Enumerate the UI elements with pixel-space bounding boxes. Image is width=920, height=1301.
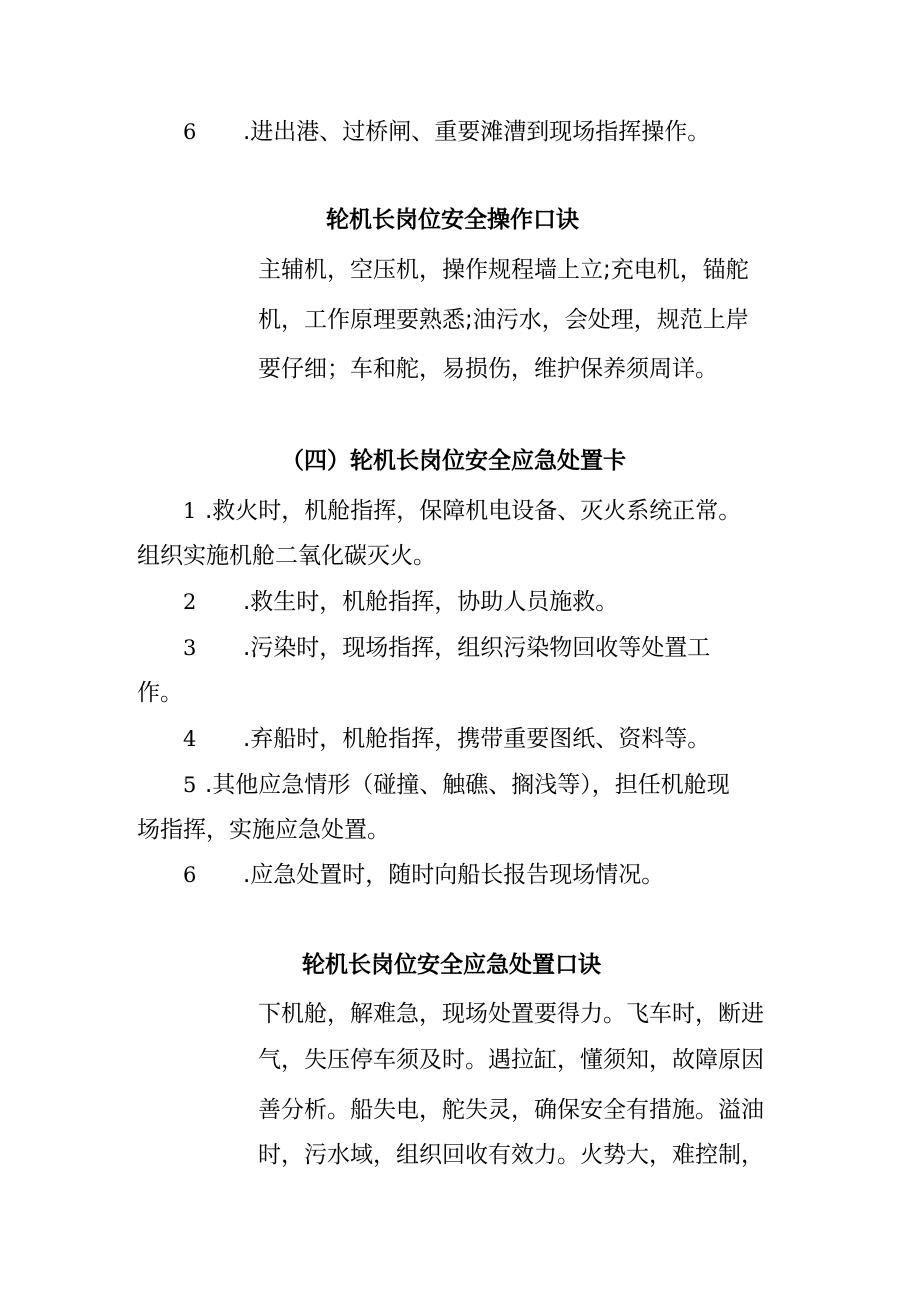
item-text: .应急处置时，随时向船长报告现场情况。 [243, 862, 665, 888]
item-text-continued: 场指挥，实施应急处置。 [137, 817, 390, 843]
item-number: 1 [183, 499, 197, 523]
item-number: 6 [183, 120, 197, 144]
item-number: 6 [183, 863, 197, 887]
section-title-emergency-card: （四）轮机长岗位安全应急处置卡 [281, 448, 626, 474]
rhyme-line: 善分析。船失电，舵失灵，确保安全有措施。溢油 [258, 1097, 764, 1123]
rhyme-line: 要仔细；车和舵，易损伤，维护保养须周详。 [258, 356, 718, 382]
rhyme-line: 主辅机，空压机，操作规程墙上立;充电机，锚舵 [258, 257, 749, 283]
item-text: .其他应急情形（碰撞、触礁、搁浅等），担任机舱现 [205, 772, 730, 798]
item-text: .污染时，现场指挥，组织污染物回收等处置工 [243, 635, 711, 661]
rhyme-line: 时，污水域，组织回收有效力。火势大，难控制， [258, 1142, 764, 1168]
section-title-emergency-rhyme: 轮机长岗位安全应急处置口诀 [302, 952, 601, 978]
rhyme-line: 机，工作原理要熟悉;油污水，会处理，规范上岸 [258, 307, 749, 333]
section-title-operation-rhyme: 轮机长岗位安全操作口诀 [326, 207, 579, 233]
item-text: .进出港、过桥闸、重要滩漕到现场指挥操作。 [243, 119, 711, 145]
rhyme-line: 气，失压停车须及时。遇拉缸，懂须知，故障原因 [258, 1047, 764, 1073]
item-text: .弃船时，机舱指挥，携带重要图纸、资料等。 [243, 726, 711, 752]
item-number: 3 [183, 636, 197, 660]
item-number: 2 [183, 590, 197, 614]
item-text-continued: 组织实施机舱二氧化碳灭火。 [137, 543, 436, 569]
rhyme-line: 下机舱，解难急，现场处置要得力。飞车时，断进 [258, 1001, 764, 1027]
item-text: .救火时，机舱指挥，保障机电设备、灭火系统正常。 [205, 498, 742, 524]
item-number: 5 [183, 773, 197, 797]
item-text: .救生时，机舱指挥，协助人员施救。 [243, 589, 619, 615]
item-text-continued: 作。 [137, 680, 183, 706]
item-number: 4 [183, 727, 197, 751]
